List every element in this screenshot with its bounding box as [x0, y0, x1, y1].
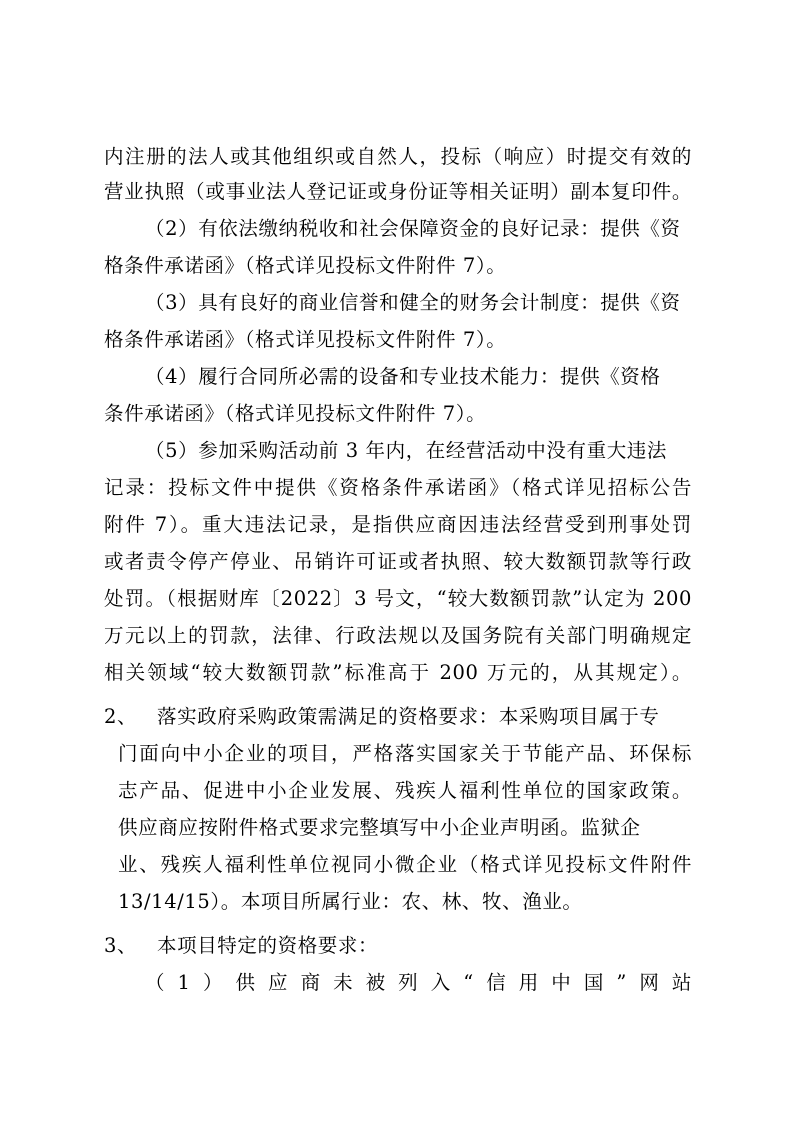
paragraph-line-16: 落实政府采购政策需满足的资格要求：本采购项目属于专 [157, 705, 660, 728]
paragraph-line-11: 附件 7）。重大违法记录，是指供应商因违法经营受到刑事处罚 [104, 513, 692, 536]
paragraph-line-8: 条件承诺函》（格式详见投标文件附件 7）。 [104, 402, 487, 425]
paragraph-line-23: （1）供应商未被列入“信用中国”网站 [145, 971, 692, 994]
paragraph-line-22: 本项目特定的资格要求： [157, 934, 379, 957]
paragraph-line-4: 格条件承诺函》（格式详见投标文件附件 7）。 [104, 254, 507, 277]
paragraph-line-3: （2）有依法缴纳税收和社会保障资金的良好记录：提供《资 [145, 217, 681, 240]
paragraph-line-21: 13/14/15）。本项目所属行业：农、林、牧、渔业。 [118, 890, 583, 913]
paragraph-line-5: （3）具有良好的商业信誉和健全的财务会计制度：提供《资 [145, 291, 681, 314]
paragraph-line-12: 或者责令停产停业、吊销许可证或者执照、较大数额罚款等行政 [104, 550, 692, 573]
paragraph-line-9: （5）参加采购活动前 3 年内，在经营活动中没有重大违法 [145, 439, 668, 462]
paragraph-line-1: 内注册的法人或其他组织或自然人，投标（响应）时提交有效的 [104, 145, 692, 168]
paragraph-line-15: 相关领域“较大数额罚款”标准高于 200 万元的，从其规定）。 [104, 661, 692, 684]
paragraph-line-7: （4）履行合同所必需的设备和专业技术能力：提供《资格 [145, 365, 661, 388]
paragraph-line-19: 供应商应按附件格式要求完整填写中小企业声明函。监狱企 [118, 816, 641, 839]
paragraph-line-14: 万元以上的罚款，法律、行政法规以及国务院有关部门明确规定 [104, 624, 692, 647]
list-number-2: 2、 [104, 705, 138, 728]
paragraph-line-13: 处罚。（根据财库〔2022〕3 号文，“较大数额罚款”认定为 200 [104, 587, 692, 610]
paragraph-line-10: 记录：投标文件中提供《资格条件承诺函》（格式详见招标公告 [104, 476, 692, 499]
paragraph-line-6: 格条件承诺函》（格式详见投标文件附件 7）。 [104, 328, 507, 351]
paragraph-line-20: 业、残疾人福利性单位视同小微企业（格式详见投标文件附件 [118, 853, 692, 876]
list-number-3: 3、 [104, 934, 138, 957]
paragraph-line-17: 门面向中小企业的项目，严格落实国家关于节能产品、环保标 [118, 742, 692, 765]
paragraph-line-2: 营业执照（或事业法人登记证或身份证等相关证明）副本复印件。 [104, 180, 692, 203]
paragraph-line-18: 志产品、促进中小企业发展、残疾人福利性单位的国家政策。 [118, 779, 692, 802]
